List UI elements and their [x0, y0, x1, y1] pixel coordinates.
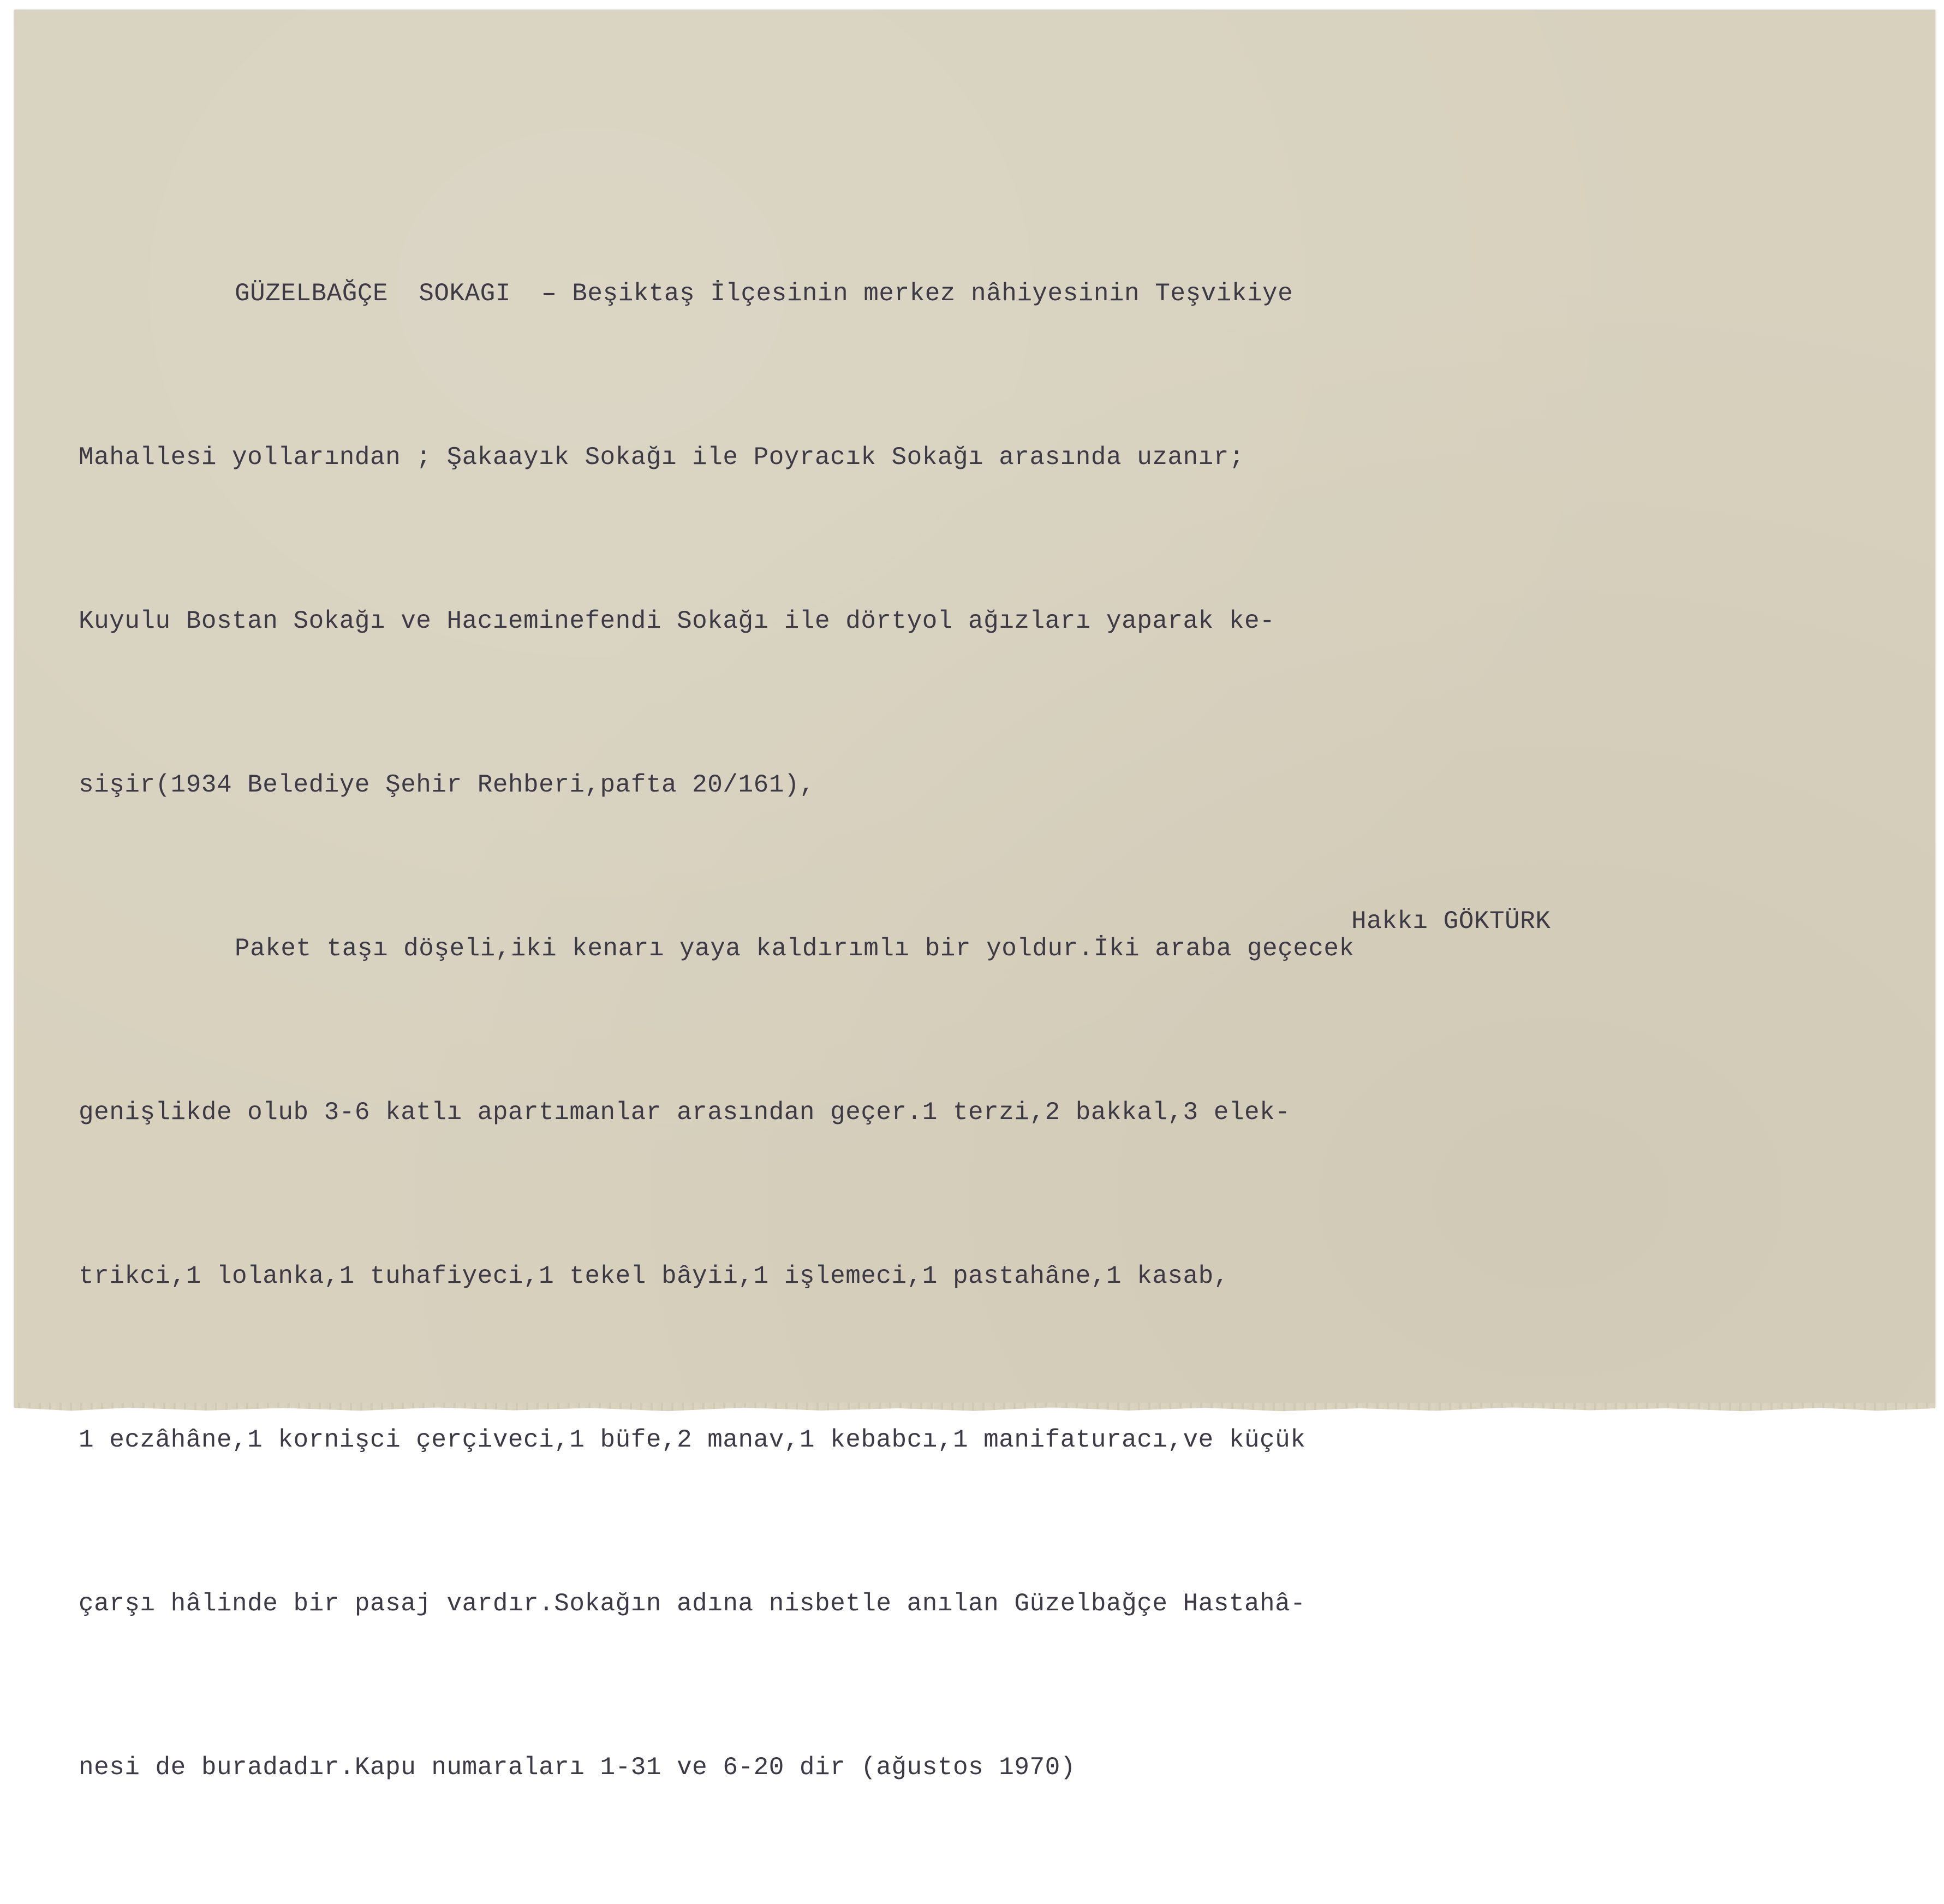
- text-line-9: çarşı hâlinde bir pasaj vardır.Sokağın adına nisbetle anılan Güzelbağçe Hastahâ-: [79, 1590, 1306, 1618]
- text-line-1: GÜZELBAĞÇE SOKAGI – Beşiktaş İlçesinin merkez nâhiyesinin Teşvikiye: [235, 279, 1293, 308]
- text-line-10: nesi de buradadır.Kapu numaraları 1-31 ve 6-20 dir (ağustos 1970): [79, 1753, 1076, 1782]
- text-line-4: sişir(1934 Belediye Şehir Rehberi,pafta 20/161),: [79, 771, 815, 799]
- text-line-3: Kuyulu Bostan Sokağı ve Hacıeminefendi Sokağı ile dörtyol ağızları yaparak ke-: [79, 607, 1275, 635]
- text-line-5: Paket taşı döşeli,iki kenarı yaya kaldırımlı bir yoldur.İki araba geçecek: [235, 935, 1355, 963]
- typed-paper-sheet: [14, 10, 1935, 1782]
- text-line-2: Mahallesi yollarından ; Şakaayık Sokağı ile Poyracık Sokağı arasında uzanır;: [79, 443, 1244, 472]
- text-line-8: 1 eczâhâne,1 kornişci çerçiveci,1 büfe,2 manav,1 kebabcı,1 manifaturacı,ve küçük: [79, 1426, 1306, 1454]
- text-line-6: genişlikde olub 3-6 katlı apartımanlar arasından geçer.1 terzi,2 bakkal,3 elek-: [79, 1098, 1291, 1127]
- typed-text-body: [79, 157, 1355, 1904]
- text-line-7: trikci,1 lolanka,1 tuhafiyeci,1 tekel bâyii,1 işlemeci,1 pastahâne,1 kasab,: [79, 1262, 1229, 1290]
- author-signature: Hakkı GÖKTÜRK: [1351, 907, 1551, 936]
